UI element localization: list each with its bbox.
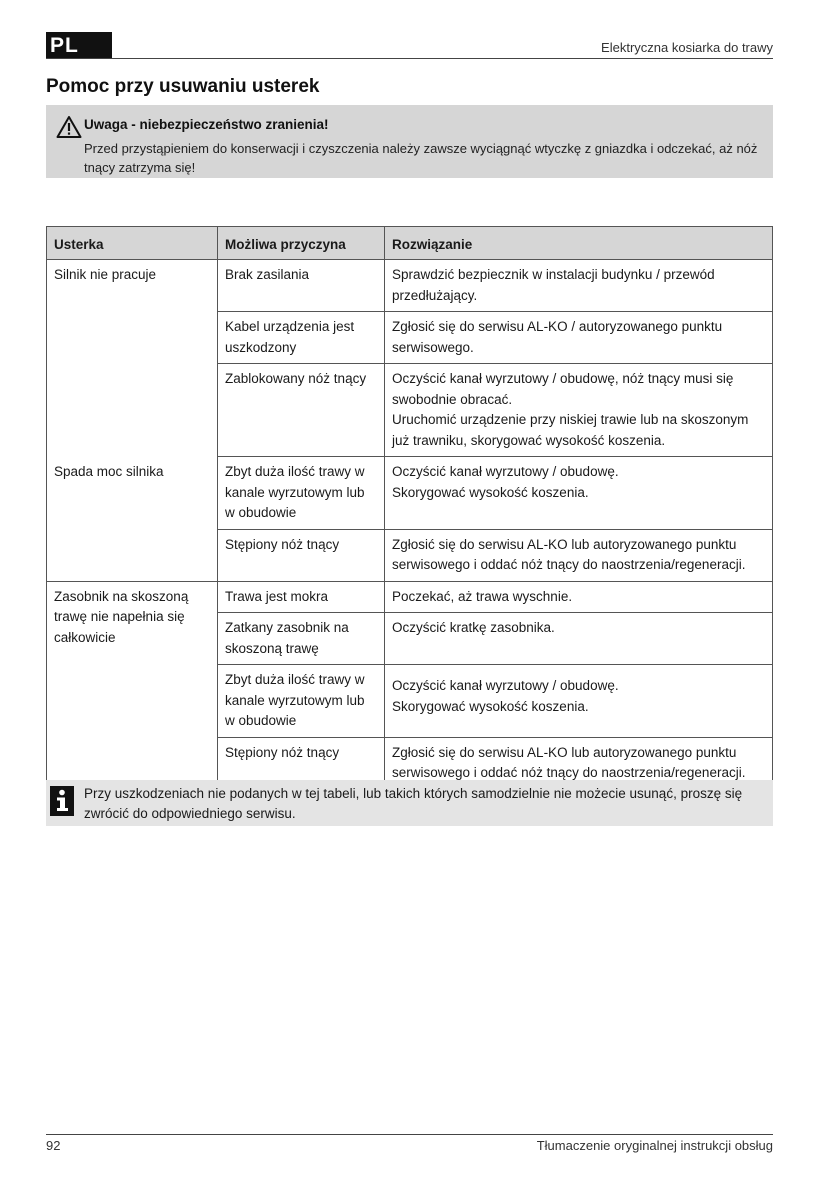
fault-cell: Zasobnik na skoszoną trawę nie napełnia się całkowicie [47,581,218,789]
info-text: Przy uszkodzeniach nie podanych w tej tabeli, lub takich których samodzielnie nie możecie usunąć, proszę się zwrócić do odpowiedniego serwisu. [84,786,743,821]
info-icon [50,786,74,816]
header-solution: Rozwiązanie [385,227,773,260]
solution-line: Sprawdzić bezpiecznik w instalacji budynku / przewód przedłużający. [392,267,715,303]
cause-cell: Kabel urządzenia jest uszkodzony [218,312,385,364]
solution-cell [385,613,773,665]
fault-cell: Silnik nie pracuje [47,260,218,457]
page-title: Pomoc przy usuwaniu usterek [46,76,320,97]
page-number: 92 [46,1138,61,1153]
header-divider [46,58,773,59]
solution-cell [385,312,773,364]
document-title: Elektryczna kosiarka do trawy [601,40,773,55]
cause-cell: Zbyt duża ilość trawy w kanale wyrzutowym lub w obudowie [218,665,385,738]
solution-line: Oczyścić kanał wyrzutowy / obudowę. [392,464,619,479]
solution-cell [385,364,773,457]
solution-line: Zgłosić się do serwisu AL-KO lub autoryzowanego punktu serwisowego i oddać nóż tnący do naostrzenia/regeneracji. [392,536,746,572]
cause-cell: Trawa jest mokra [218,581,385,613]
troubleshooting-table [46,226,773,790]
solution-cell [385,260,773,312]
warning-triangle-icon [56,115,82,139]
table-header-row [47,227,773,260]
fault-cell: Spada moc silnika [47,457,218,582]
warning-text: Przed przystąpieniem do konserwacji i czyszczenia należy zawsze wyciągnąć wtyczkę z gniazdka i odczekać, aż nóż tnący zatrzyma się! [84,141,758,175]
solution-cell [385,665,773,738]
solution-line: Zgłosić się do serwisu AL-KO lub autoryzowanego punktu serwisowego i oddać nóż tnący do naostrzenia/regeneracji. [392,744,746,780]
cause-cell: Zatkany zasobnik na skoszoną trawę [218,613,385,665]
header-cause: Możliwa przyczyna [218,227,385,260]
solution-line: Uruchomić urządzenie przy niskiej trawie lub na skoszonym już trawniku, skorygować wysokość koszenia. [392,412,749,448]
warning-box [46,105,773,178]
table-row [47,581,773,613]
solution-line: Skorygować wysokość koszenia. [392,698,589,714]
cause-cell: Stępiony nóż tnący [218,529,385,581]
cause-cell: Zbyt duża ilość trawy w kanale wyrzutowym lub w obudowie [218,457,385,530]
solution-line: Oczyścić kanał wyrzutowy / obudowę. [392,678,619,693]
language-badge: PL [46,32,112,59]
solution-line: Poczekać, aż trawa wyschnie. [392,588,573,604]
table-row [47,457,773,530]
cause-cell: Stępiony nóż tnący [218,737,385,789]
solution-line: Zgłosić się do serwisu AL-KO / autoryzowanego punktu serwisowego. [392,319,723,355]
header-fault: Usterka [47,227,218,260]
cause-cell: Brak zasilania [218,260,385,312]
info-box [46,780,773,826]
solution-line: Oczyścić kratkę zasobnika. [392,620,555,635]
solution-line: Oczyścić kanał wyrzutowy / obudowę, nóż tnący musi się swobodnie obracać. [392,371,734,407]
footer-text: Tłumaczenie oryginalnej instrukcji obsług [536,1138,773,1153]
solution-cell [385,529,773,581]
solution-cell [385,457,773,530]
solution-line: Skorygować wysokość koszenia. [392,484,589,500]
table-row [47,260,773,312]
footer-divider [46,1134,773,1135]
warning-title: Uwaga - niebezpieczeństwo zranienia! [84,117,329,132]
solution-cell [385,581,773,613]
cause-cell: Zablokowany nóż tnący [218,364,385,457]
